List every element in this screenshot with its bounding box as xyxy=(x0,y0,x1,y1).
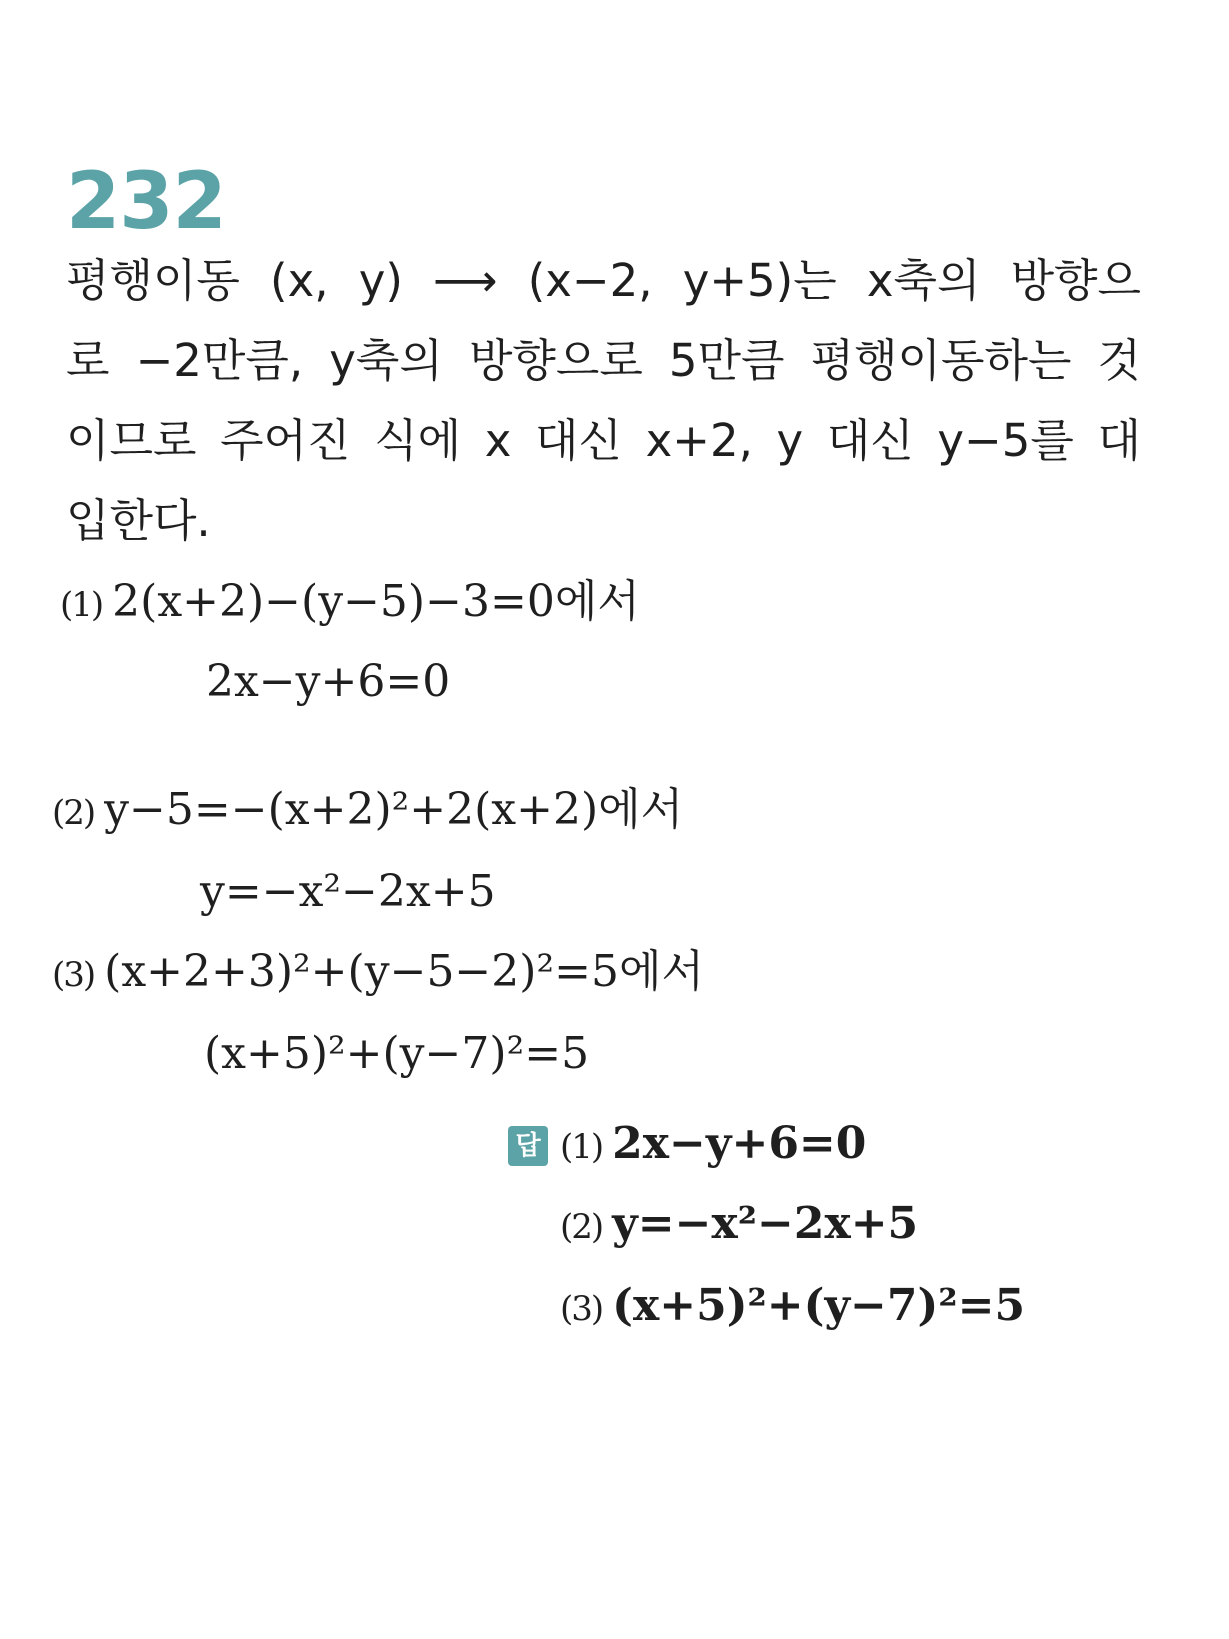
step-2-label: (2) xyxy=(52,793,95,833)
answer-line-3 xyxy=(560,1280,1026,1331)
step-3-equation: (x+2+3)²+(y−5−2)²=5 xyxy=(104,946,619,997)
step-1-result-equation: 2x−y+6=0 xyxy=(206,656,451,707)
step-3-result xyxy=(204,1028,590,1079)
step-2-result xyxy=(200,866,496,917)
step-1-label: (1) xyxy=(60,585,103,625)
step-3-suffix: 에서 xyxy=(618,946,704,997)
explanation-line-3: 이므로 주어진 식에 x 대신 x+2, y 대신 y−5를 대 xyxy=(66,414,1141,467)
problem-number: 232 xyxy=(66,157,226,247)
explanation-line-1: 평행이동 (x, y) ⟶ (x−2, y+5)는 x축의 방향으 xyxy=(66,254,1141,307)
step-2-result-equation: y=−x²−2x+5 xyxy=(200,866,496,917)
answer-2-label: (2) xyxy=(560,1207,603,1247)
answer-1-value: 2x−y+6=0 xyxy=(612,1118,867,1169)
step-3-result-equation: (x+5)²+(y−7)²=5 xyxy=(204,1028,590,1079)
step-1-result xyxy=(206,656,451,707)
answer-line-1 xyxy=(508,1118,867,1169)
answer-2-value: y=−x²−2x+5 xyxy=(612,1198,919,1249)
answer-3-label: (3) xyxy=(560,1289,603,1329)
answer-line-2 xyxy=(560,1198,919,1249)
step-2-equation: y−5=−(x+2)²+2(x+2) xyxy=(104,784,599,835)
explanation-line-4: 입한다. xyxy=(66,494,211,547)
step-1-equation: 2(x+2)−(y−5)−3=0 xyxy=(112,576,555,627)
step-3-label: (3) xyxy=(52,955,95,995)
step-1-suffix: 에서 xyxy=(554,576,640,627)
step-2-suffix: 에서 xyxy=(598,784,684,835)
step-3 xyxy=(52,946,704,997)
step-1 xyxy=(60,576,640,627)
answer-1-label: (1) xyxy=(560,1127,603,1167)
step-2 xyxy=(52,784,684,835)
answer-3-value: (x+5)²+(y−7)²=5 xyxy=(612,1280,1026,1331)
answer-badge: 답 xyxy=(508,1126,548,1166)
explanation-line-2: 로 −2만큼, y축의 방향으로 5만큼 평행이동하는 것 xyxy=(66,334,1141,387)
